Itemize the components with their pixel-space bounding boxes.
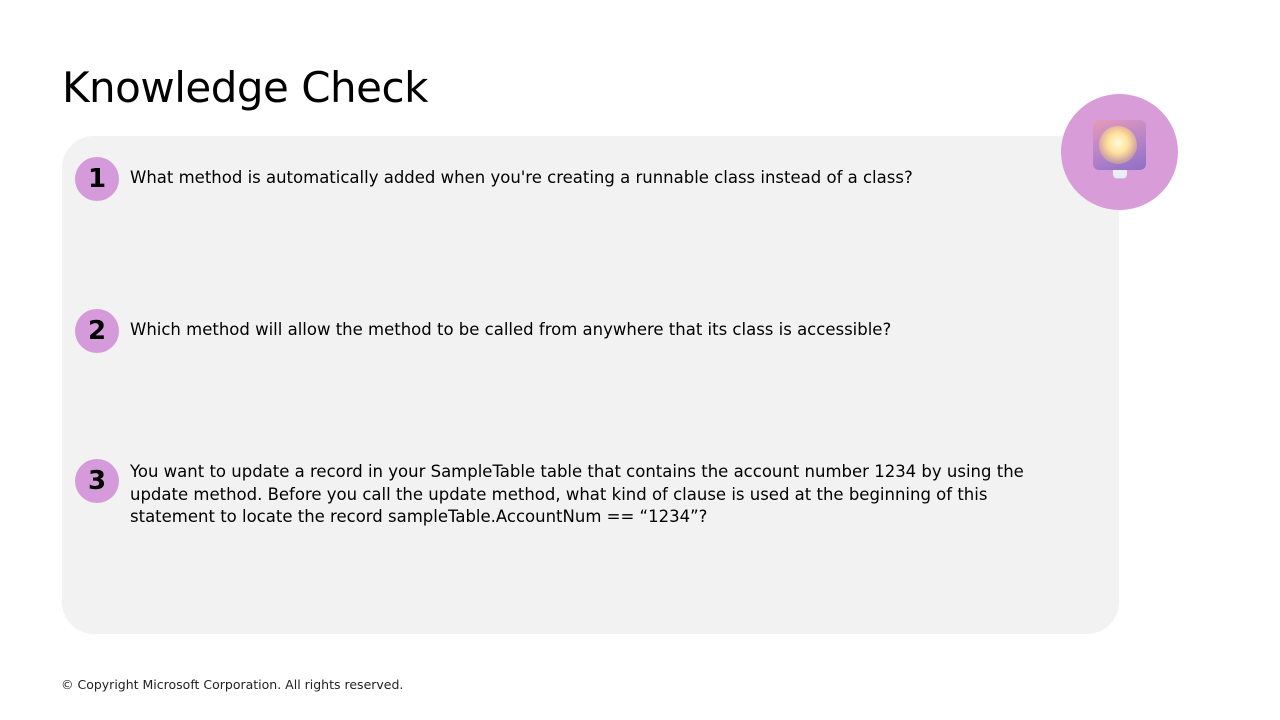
questions-panel — [62, 136, 1119, 634]
lightbulb-icon — [1093, 120, 1146, 170]
bulb-base — [1113, 170, 1127, 178]
page-title: Knowledge Check — [62, 63, 428, 112]
question-number-badge: 3 — [75, 459, 119, 503]
question-text: Which method will allow the method to be called from anywhere that its class is accessible? — [130, 320, 892, 339]
copyright-footer: © Copyright Microsoft Corporation. All rights reserved. — [61, 677, 404, 692]
knowledge-check-badge — [1061, 94, 1178, 210]
question-number-badge: 2 — [75, 309, 119, 353]
question-text: You want to update a record in your SampleTable table that contains the account number 1234 by using the update method. Before you call the update method, what kind of clause is used at the beginning of this statement to locate the record sampleTable.AccountNum == “1234”? — [130, 462, 1024, 526]
question-text: What method is automatically added when you're creating a runnable class instead of a class? — [130, 168, 913, 187]
bulb-glow — [1099, 126, 1137, 164]
question-number-badge: 1 — [75, 157, 119, 201]
